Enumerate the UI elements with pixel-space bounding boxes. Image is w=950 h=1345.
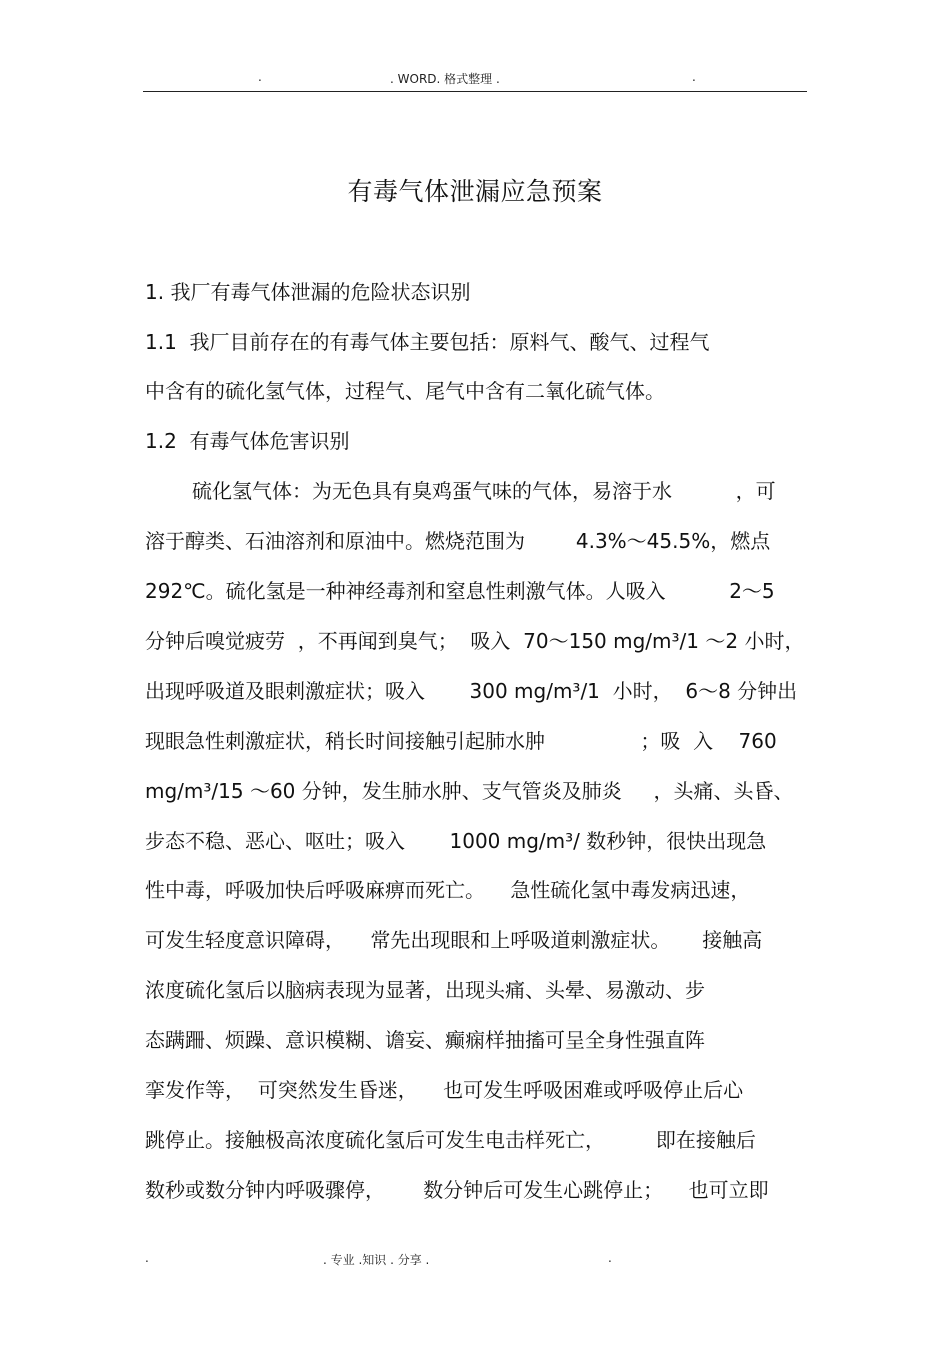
section-heading-1-2: 1.2 有毒气体危害识别	[145, 429, 350, 453]
paragraph-line: 挛发作等， 可突然发生昏迷， 也可发生呼吸困难或呼吸停止后心	[145, 1078, 744, 1102]
paragraph-line: 态蹒跚、烦躁、意识模糊、谵妄、癫痫样抽搐可呈全身性强直阵	[145, 1028, 705, 1052]
page-header	[0, 70, 950, 90]
paragraph-line: 溶于醇类、石油溶剂和原油中。燃烧范围为 4.3%～45.5%，燃点	[145, 529, 771, 553]
header-dot-right: .	[692, 70, 696, 84]
header-text: . WORD. 格式整理 .	[390, 72, 500, 86]
paragraph-line: 分钟后嗅觉疲劳 ，不再闻到臭气； 吸入 70～150 mg/m³/1 ～2 小时，	[145, 629, 805, 653]
paragraph-line: 浓度硫化氢后以脑病表现为显著，出现头痛、头晕、易激动、步	[145, 978, 705, 1002]
paragraph-line: 可发生轻度意识障碍， 常先出现眼和上呼吸道刺激症状。 接触高	[145, 928, 763, 952]
footer-dot-right: .	[608, 1251, 612, 1265]
footer-text: . 专业 .知识 . 分享 .	[323, 1253, 430, 1267]
paragraph-line: 1.1 我厂目前存在的有毒气体主要包括：原料气、酸气、过程气	[145, 330, 710, 354]
paragraph-line: 性中毒，呼吸加快后呼吸麻痹而死亡。 急性硫化氢中毒发病迅速，	[145, 878, 751, 902]
document-title: 有毒气体泄漏应急预案	[347, 177, 603, 206]
paragraph-line: 硫化氢气体：为无色具有臭鸡蛋气味的气体，易溶于水 ，可	[192, 479, 776, 503]
paragraph-line: mg/m³/15 ～60 分钟，发生肺水肿、支气管炎及肺炎 ，头痛、头昏、	[145, 779, 794, 803]
paragraph-line: 跳停止。接触极高浓度硫化氢后可发生电击样死亡， 即在接触后	[145, 1128, 756, 1152]
paragraph-line: 现眼急性刺激症状，稍长时间接触引起肺水肿 ；吸 入 760	[145, 729, 777, 753]
paragraph-line: 出现呼吸道及眼刺激症状；吸入 300 mg/m³/1 小时， 6～8 分钟出	[145, 679, 798, 703]
paragraph-line: 292℃。硫化氢是一种神经毒剂和窒息性刺激气体。人吸入 2～5	[145, 579, 775, 603]
paragraph-line: 数秒或数分钟内呼吸骤停， 数分钟后可发生心跳停止； 也可立即	[145, 1178, 769, 1202]
section-heading-1: 1. 我厂有毒气体泄漏的危险状态识别	[145, 280, 471, 304]
header-dot-left: .	[258, 70, 262, 84]
header-rule	[143, 91, 807, 92]
footer-dot-left: .	[145, 1251, 149, 1265]
paragraph-line: 步态不稳、恶心、呕吐；吸入 1000 mg/m³/ 数秒钟，很快出现急	[145, 829, 767, 853]
paragraph-line: 中含有的硫化氢气体，过程气、尾气中含有二氧化硫气体。	[145, 379, 665, 403]
